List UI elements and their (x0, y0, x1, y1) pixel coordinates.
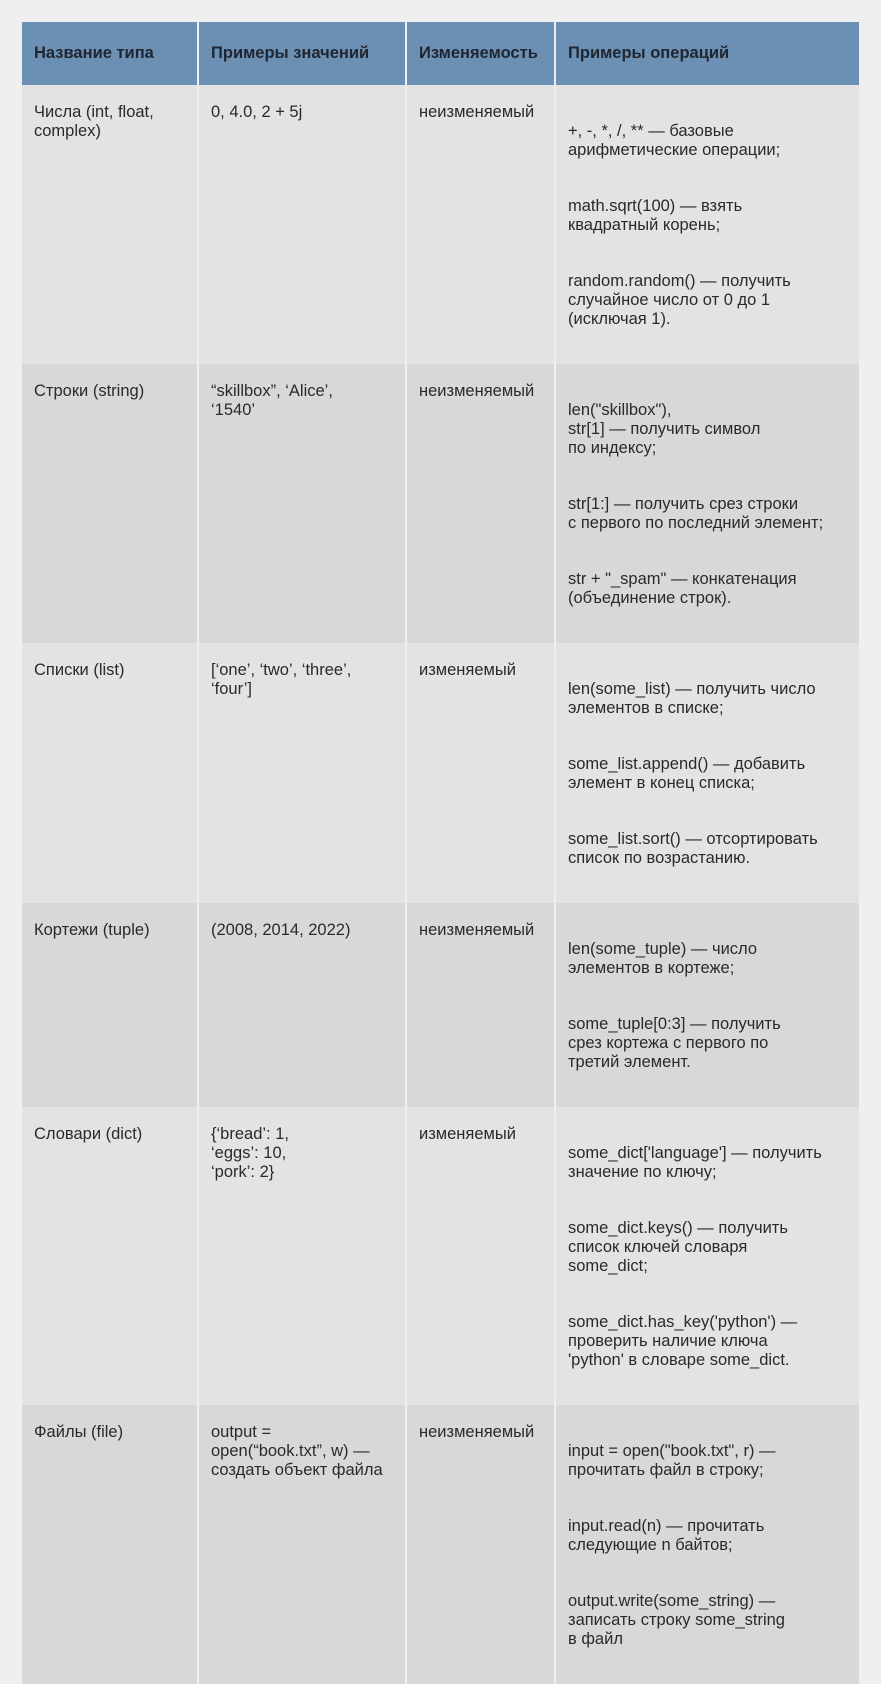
cell-type: Кортежи (tuple) (22, 903, 198, 1107)
cell-operations (555, 1405, 859, 1684)
cell-type: Файлы (file) (22, 1405, 198, 1684)
cell-mutability: неизменяемый (406, 903, 555, 1107)
cell-mutability: неизменяемый (406, 85, 555, 364)
operation-item: some_dict.has_key('python') — проверить наличие ключа 'python' в словаре some_dict. (568, 1313, 798, 1369)
operation-item: str[1:] — получить срез строки с первого по последний элемент; (568, 495, 824, 532)
operation-item: math.sqrt(100) — взять квадратный корень; (568, 197, 743, 234)
table-row-lists (22, 643, 859, 903)
operation-item: random.random() — получить случайное число от 0 до 1 (исключая 1). (568, 272, 791, 328)
table-header-row (22, 22, 859, 85)
operation-item: some_list.sort() — отсортировать список по возрастанию. (568, 830, 818, 867)
header-type-name: Название типа (22, 22, 198, 85)
header-mutability: Изменяемость (406, 22, 555, 85)
operation-item: str + "_spam" — конкатенация (объединение строк). (568, 570, 797, 607)
cell-mutability: изменяемый (406, 643, 555, 903)
table-row-strings (22, 364, 859, 643)
cell-examples: “skillbox”, ‘Alice’, ‘1540’ (198, 364, 406, 643)
cell-examples: {‘bread’: 1, ‘eggs’: 10, ‘pork’: 2} (198, 1107, 406, 1405)
cell-operations (555, 364, 859, 643)
cell-type: Списки (list) (22, 643, 198, 903)
cell-examples: [‘one’, ‘two’, ‘three’, ‘four’] (198, 643, 406, 903)
operation-item: +, -, *, /, ** — базовые арифметические операции; (568, 122, 781, 159)
operation-item: some_dict['language'] — получить значение по ключу; (568, 1144, 822, 1181)
cell-type: Строки (string) (22, 364, 198, 643)
cell-operations (555, 903, 859, 1107)
table-row-dicts (22, 1107, 859, 1405)
header-operation-examples: Примеры операций (555, 22, 859, 85)
cell-examples: (2008, 2014, 2022) (198, 903, 406, 1107)
operation-item: len("skillbox"), str[1] — получить символ по индексу; (568, 401, 761, 457)
table-row-tuples (22, 903, 859, 1107)
header-value-examples: Примеры значений (198, 22, 406, 85)
data-types-table-container (22, 22, 859, 1684)
cell-type: Числа (int, float, complex) (22, 85, 198, 364)
operation-item: input = open("book.txt", r) — прочитать файл в строку; (568, 1442, 776, 1479)
cell-mutability: изменяемый (406, 1107, 555, 1405)
data-types-table (22, 22, 859, 1684)
operation-item: some_list.append() — добавить элемент в конец списка; (568, 755, 806, 792)
table-row-files (22, 1405, 859, 1684)
cell-examples: 0, 4.0, 2 + 5j (198, 85, 406, 364)
operation-item: some_tuple[0:3] — получить срез кортежа с первого по третий элемент. (568, 1015, 781, 1071)
table-row-numbers (22, 85, 859, 364)
cell-operations (555, 643, 859, 903)
cell-type: Словари (dict) (22, 1107, 198, 1405)
cell-operations (555, 85, 859, 364)
operation-item: input.read(n) — прочитать следующие n байтов; (568, 1517, 765, 1554)
operation-item: output.write(some_string) — записать строку some_string в файл (568, 1592, 785, 1648)
operation-item: len(some_list) — получить число элементов в списке; (568, 680, 816, 717)
operation-item: some_dict.keys() — получить список ключей словаря some_dict; (568, 1219, 788, 1275)
operation-item: len(some_tuple) — число элементов в кортеже; (568, 940, 758, 977)
cell-examples: output = open(“book.txt”, w) — создать объект файла (198, 1405, 406, 1684)
cell-mutability: неизменяемый (406, 1405, 555, 1684)
cell-mutability: неизменяемый (406, 364, 555, 643)
cell-operations (555, 1107, 859, 1405)
